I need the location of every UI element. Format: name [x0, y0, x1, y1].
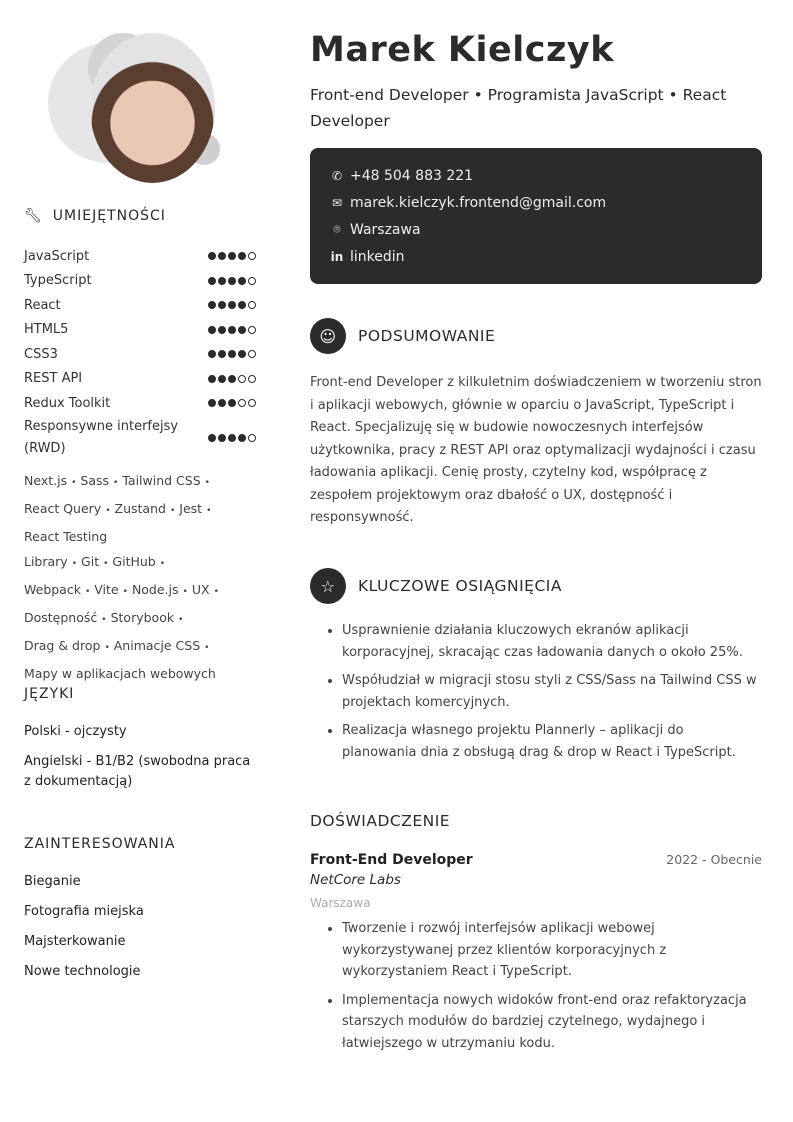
- skill-level: [208, 434, 256, 442]
- level-dot: [208, 277, 216, 285]
- skill-row: [24, 244, 256, 269]
- level-dot: [208, 252, 216, 260]
- level-dot: [218, 350, 226, 358]
- level-dot: [218, 252, 226, 260]
- level-dot: [228, 350, 236, 358]
- interests-heading: ZAINTERESOWANIA: [24, 836, 176, 852]
- job-dates: 2022 - Obecnie: [666, 852, 762, 867]
- skill-name: REST API: [24, 371, 83, 387]
- tag-separator: •: [206, 505, 212, 516]
- level-dot: [228, 375, 236, 383]
- skill-tag: GitHub: [112, 553, 156, 569]
- level-dot: [248, 434, 256, 442]
- skill-name: HTML5: [24, 322, 69, 338]
- level-dot: [248, 399, 256, 407]
- skill-row: [24, 342, 256, 367]
- level-dot: [238, 375, 246, 383]
- level-dot: [248, 326, 256, 334]
- skill-level: [208, 399, 256, 407]
- level-dot: [238, 301, 246, 309]
- level-dot: [208, 350, 216, 358]
- mail-icon: ✉: [331, 195, 343, 210]
- level-dot: [228, 434, 236, 442]
- skill-tag: UX: [191, 581, 210, 597]
- job-role: Front-End Developer: [310, 852, 473, 868]
- level-dot: [218, 301, 226, 309]
- email[interactable]: marek.kielczyk.frontend@gmail.com: [350, 194, 607, 211]
- interests-section: [24, 836, 256, 992]
- skill-name: CSS3: [24, 346, 58, 362]
- linkedin-link[interactable]: linkedin: [350, 248, 405, 265]
- summary-section: [310, 318, 762, 530]
- level-dot: [248, 252, 256, 260]
- skill-level: [208, 350, 256, 358]
- avatar: [90, 33, 215, 183]
- tag-separator: •: [105, 505, 111, 516]
- skill-tag: Tailwind CSS: [122, 472, 201, 488]
- skill-tag: Node.js: [131, 581, 179, 597]
- star-icon: ☆: [310, 568, 346, 604]
- tag-separator: •: [159, 558, 166, 569]
- level-dot: [238, 399, 246, 407]
- skill-row: [24, 293, 256, 318]
- skill-tag: Next.js: [24, 472, 68, 488]
- achievements-section: [310, 568, 762, 770]
- level-dot: [238, 277, 246, 285]
- skill-tag: Webpack: [24, 581, 81, 597]
- level-dot: [228, 252, 236, 260]
- phone-icon: ✆: [331, 168, 343, 183]
- skill-level: [208, 375, 256, 383]
- skill-row: [24, 416, 256, 460]
- skill-row: [24, 391, 256, 416]
- level-dot: [208, 326, 216, 334]
- summary-text: Front-end Developer z kilkuletnim doświadczeniem w tworzeniu stron i aplikacji webowych, głównie w oparciu o JavaScript, TypeScript i React. Specjalizuję się w budowie nowoczesnych interfejsów użytkownika, pracy z REST API oraz optymalizacji wydajności i czasu ładowania aplikacji. Cenię prosty, czytelny kod, współpracę z zespołem projektowym oraz dbałość o UX, dostępność i responsywność.: [310, 375, 762, 525]
- level-dot: [208, 375, 216, 383]
- skill-tag: Mapy w aplikacjach webowych: [24, 665, 216, 681]
- tag-separator: •: [113, 477, 119, 488]
- summary-heading: PODSUMOWANIE: [358, 327, 496, 345]
- tag-separator: •: [169, 505, 176, 516]
- level-dot: [238, 350, 246, 358]
- level-dot: [208, 434, 216, 442]
- skill-tag: Drag & drop: [24, 637, 101, 653]
- interest-item: Majsterkowanie: [24, 934, 126, 949]
- tag-separator: •: [178, 614, 184, 625]
- skill-tag: React Query: [24, 500, 102, 516]
- level-dot: [218, 434, 226, 442]
- achievement-item: • Realizacja własnego projektu Plannerly – aplikacji do planowania dnia z obsługą drag & drop w React i TypeScript.: [342, 720, 762, 763]
- tag-separator: •: [182, 586, 188, 597]
- level-dot: [208, 301, 216, 309]
- tag-separator: •: [103, 558, 109, 569]
- level-dot: [228, 326, 236, 334]
- skill-tag: Storybook: [110, 609, 175, 625]
- skill-tag: Zustand: [114, 500, 166, 516]
- tag-separator: •: [122, 586, 128, 597]
- skill-tag: Jest: [179, 500, 203, 516]
- skill-tag: Vite: [94, 581, 119, 597]
- skill-level: [208, 326, 256, 334]
- tag-separator: •: [101, 614, 107, 625]
- interest-item: Bieganie: [24, 874, 81, 889]
- tag-separator: •: [204, 477, 210, 488]
- tag-separator: •: [71, 477, 77, 488]
- level-dot: [208, 399, 216, 407]
- skill-tag: Animacje CSS: [113, 637, 201, 653]
- interest-item: Fotografia miejska: [24, 904, 144, 919]
- level-dot: [228, 277, 236, 285]
- skill-row: [24, 269, 256, 294]
- achievement-item: • Usprawnienie działania kluczowych ekranów aplikacji korporacyjnej, skracając czas ładowania danych o około 25%.: [342, 620, 762, 663]
- tag-separator: •: [84, 586, 91, 597]
- skill-name: TypeScript: [24, 273, 92, 289]
- achievement-item: • Współudział w migracji stosu styli z CSS/Sass na Tailwind CSS w projektach komercyjnych.: [342, 670, 762, 713]
- level-dot: [218, 375, 226, 383]
- level-dot: [238, 326, 246, 334]
- skill-row: [24, 367, 256, 392]
- linkedin-icon: in: [330, 249, 344, 264]
- skills-section: [24, 208, 256, 686]
- profile-photo: [40, 25, 230, 190]
- candidate-name: Marek Kielczyk: [310, 30, 614, 70]
- level-dot: [248, 277, 256, 285]
- level-dot: [248, 301, 256, 309]
- contact-box: [310, 148, 762, 284]
- experience-heading: DOŚWIADCZENIE: [310, 812, 451, 830]
- languages-heading: JĘZYKI: [24, 686, 75, 702]
- phone[interactable]: +48 504 883 221: [350, 167, 474, 184]
- user-icon: ☺: [310, 318, 346, 354]
- skill-level: [208, 301, 256, 309]
- skill-name: JavaScript: [24, 248, 90, 264]
- job-title: Front-end Developer • Programista JavaScript • React Developer: [310, 86, 727, 130]
- languages-section: [24, 686, 256, 802]
- skill-tags: [24, 468, 256, 686]
- wrench-icon: 🔧︎: [24, 208, 43, 224]
- company: NetCore Labs: [310, 872, 401, 888]
- level-dot: [218, 277, 226, 285]
- achievements-heading: KLUCZOWE OSIĄGNIĘCIA: [358, 577, 562, 595]
- interest-item: Nowe technologie: [24, 964, 141, 979]
- skill-tag: Dostępność: [24, 609, 98, 625]
- level-dot: [248, 375, 256, 383]
- experience-section: [310, 812, 762, 1061]
- level-dot: [238, 434, 246, 442]
- language-item: Angielski - B1/B2 (swobodna praca z dokumentacją): [24, 754, 251, 789]
- skill-tag: Git: [81, 553, 100, 569]
- skills-heading: UMIEJĘTNOŚCI: [52, 208, 166, 224]
- location-icon: ⌾: [333, 222, 341, 236]
- level-dot: [228, 399, 236, 407]
- skill-tag: Sass: [80, 472, 110, 488]
- level-dot: [218, 326, 226, 334]
- job-bullet: • Tworzenie i rozwój interfejsów aplikacji webowej wykorzystywanej przez klientów korporacyjnych z wykorzystaniem React i TypeScript.: [342, 918, 762, 983]
- job-location: Warszawa: [310, 896, 371, 910]
- job-bullet: • Implementacja nowych widoków front-end oraz refaktoryzacja starszych modułów do bardziej czytelnego, wydajnego i łatwiejszego w utrzymaniu kodu.: [342, 990, 762, 1055]
- tag-separator: •: [204, 642, 210, 653]
- skill-tag: React Testing Library: [24, 528, 108, 569]
- skill-level: [208, 277, 256, 285]
- tag-separator: •: [104, 642, 110, 653]
- level-dot: [218, 399, 226, 407]
- skill-name: Responsywne interfejsy (RWD): [24, 418, 179, 456]
- skill-name: Redux Toolkit: [24, 395, 111, 411]
- tag-separator: •: [213, 586, 219, 597]
- tag-separator: •: [71, 558, 78, 569]
- level-dot: [238, 252, 246, 260]
- skill-level: [208, 252, 256, 260]
- location: Warszawa: [350, 221, 421, 238]
- skill-name: React: [24, 297, 61, 313]
- level-dot: [248, 350, 256, 358]
- skill-row: [24, 318, 256, 343]
- language-item: Polski - ojczysty: [24, 724, 127, 739]
- level-dot: [228, 301, 236, 309]
